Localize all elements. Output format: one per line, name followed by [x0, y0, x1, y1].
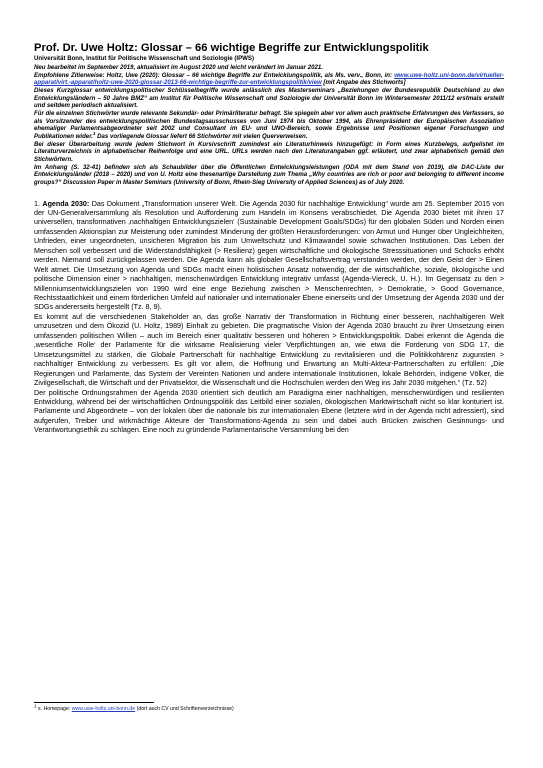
citation-note: [34, 72, 504, 87]
intro-paragraph-1: Dieses Kurzglossar entwicklungspolitischer Schlüsselbegriffe wurde anlässlich des Masterseminars „Beziehungen der Bundesrepublik Deutschland zu den Entwicklungsländern – 50 Jahre BMZ“ am Institut für Politische Wissenschaft und Soziologie der Universität Bonn im Wintersemester 2011/12 erstmals erstellt und seitdem periodisch aktualisiert.: [34, 86, 504, 110]
revision-note: Neu bearbeitet im September 2019, aktualisiert im August 2020 und leicht verändert im Januar 2021.: [34, 64, 323, 71]
entry-paragraph-2: Es kommt auf die verschiedenen Stakeholder an, das große Narrativ der Transformation in Richtung einer besseren, nachhaltigeren Welt umzusetzen und dem Ökozid (U. Holtz, 1989) Einhalt zu gebieten. Die pragmatische Vision der Agenda 2030 braucht zu ihrer Umsetzung einen umfassenden politischen Willen – auch im Bereich einer qualitativ besseren und höheren > Entwicklungspolitik. Dabei erkennt die Agenda die ‚wesentliche Rolle‘ der Parlamente für die wirksame Realisierung vieler Verpflichtungen an, wie etwa die Forderung von SDG 17, die Umsetzungsmittel zu stärken, die Globale Partnerschaft für nachhaltige Entwicklung zu revitalisieren und die Politikkohärenz zugunsten > nachhaltiger Entwicklung zu verbessern. Es gilt vor allem, die Hoffnung und Erwartung an Multi-Akteur-Partnerschaften zu erfüllen: „Die Regierungen und Parlamente, das System der Vereinten Nationen und andere internationale Institutionen, lokale Behörden, indigene Völker, die Zivilgesellschaft, die Wirtschaft und der Privatsektor, die Wissenschaft und die Hochschulen werden den Weg ins Jahr 2030 mitgehen.“ (Tz. 52): [34, 312, 504, 388]
intro-paragraph-2-text: Für die einzelnen Stichwörter wurde relevante Sekundär- oder Primärliteratur befragt. Sie spiegeln aber vor allem auch praktische Erfahrungen des Verfassers, so als Vorsitzender des entwicklungspolitischen Bundestagsausschusses von Juni 1974 bis Oktober 1994, als Ehrenpräsident der Europäischen Assoziation ehemaliger Parlamentsabgeordneter seit 2002 und Consultant im EU- und UNO-Bereich, sowie Ergebnisse und Positionen eigener Forschungen und Publikationen wider.: [34, 109, 504, 140]
intro-block: [34, 64, 504, 187]
citation-suffix: [mit Angabe des Stichworts]: [323, 79, 406, 87]
citation-link[interactable]: www.uwe-holtz.uni-bonn.de/virtueller-apparat/virt.-apparat/holtz-uwe-2020-glossar-2013-66-wichtige-begriffe-zur-entwicklungspolitik/view: [34, 71, 504, 87]
document-title: Prof. Dr. Uwe Holtz: Glossar – 66 wichtige Begriffe zur Entwicklungspolitik: [34, 42, 429, 54]
entry-paragraph-3: Der politische Ordnungsrahmen der Agenda 2030 orientiert sich deutlich am Paradigma einer nachhaltigen, menschenwürdigen und resilienten Entwicklung, während bei der wirtschaftlichen Ordnungspolitik das Leitbild einer sozialen, ökologischen Marktwirtschaft nicht so klar konturiert ist. Parlamente und Abgeordnete – von der lokalen über die nationale bis zur internationalen Ebene (letztere wird in der Agenda nicht adressiert), sind aufgerufen, Treiber und wirkmächtige Akteure der Transformations-Agenda zu sein und dabei auch Brücken zwischen Gesinnungs- und Verantwortungsethik zu schlagen. Eine noch zu gründende Parlamentarische Versammlung bei den: [34, 388, 504, 435]
intro-paragraph-2-tail: Das vorliegende Glossar liefert 66 Stichwörter mit vielen Querverweisen.: [95, 132, 308, 140]
intro-paragraph-3: Bei dieser Überarbeitung wurde jedem Stichwort in Kursivschrift zumindest ein Literaturhinweis hinzugefügt: in Form eines Kurzbelegs, aufgelistet im Literaturverzeichnis in alphabetischer Reihenfolge und eine URL. URLs werden nach den Literaturangaben ggf. erläutert, und zwar alphabetisch gemäß den Stichwörtern.: [34, 140, 504, 163]
footnote-suffix: (dort auch CV und Schriftenverzeichnisse): [136, 706, 234, 712]
intro-paragraph-2: [34, 110, 504, 141]
footnote-reference[interactable]: 1: [92, 130, 96, 136]
footnote-prefix: s. Homepage:: [37, 706, 71, 712]
glossary-entry: [34, 200, 504, 313]
footnote: [34, 703, 504, 713]
page-content: [34, 42, 504, 436]
institution-line: Universität Bonn, Institut für Politische Wissenschaft und Soziologie (IPWS): [34, 55, 255, 62]
footnote-divider: [34, 702, 154, 703]
footnote-link[interactable]: www.uwe-holtz.uni-bonn.de: [71, 706, 136, 712]
entry-term: Agenda 2030:: [42, 199, 90, 208]
citation-prefix: Empfohlene Zitierweise: Holtz, Uwe (2020): Glossar – 66 wichtige Begriffe zur Entwicklungspolitik, als Ms. verv., Bonn, in:: [34, 71, 393, 79]
footnote-mark: 1: [34, 703, 37, 709]
entry-paragraph-1: Das Dokument „Transformation unserer Welt. Die Agenda 2030 für nachhaltige Entwicklung“ wurde am 25. September 2015 von der UN-Generalversammlung als Resolution und Aufforderung zum Handeln im Konsens verabschiedet. Die Agenda 2030 bietet mit ihren 17 universellen, transformativen ‚nachhaltigen Entwicklungszielen‘ (Sustainable Development Goals/SDGs) für den globalen Süden und Norden einen umfassenden Aktionsplan zur Meisterung oder zumindest Minderung der größten Herausforderungen: von Armut und Hunger über Ungleichheiten, Unfrieden, einer ungeordneten, unsicheren Migration bis zum Umweltschutz und Klimawandel sowie schwachen Institutionen. Das Leben der Menschen soll verbessert und die Widerstandsfähigkeit (> Resilienz) gegen wirtschaftliche und ökologische Stresssituationen und Schocks erhöht werden. Niemand soll zurückgelassen werden. Die Agenda kann als globaler Gesellschaftsvertrag verstanden werden, der den Geist der > Einen Welt atmet. Die Umsetzung von Agenda und SDGs macht einen holistischen Ansatz notwendig, der die wirtschaftliche, soziale, ökologische und politische Dimension einer > nachhaltigen, menschenwürdigen Entwicklung integrativ umfasst (Agenda-Viereck, U. H.). Im Gegensatz zu den > Millenniumsentwicklungszielen von 1990 wird eine enge Beziehung zwischen > Menschenrechten, > Demokratie, > Good Governance, Rechtsstaatlichkeit und einem förderlichen Umfeld auf nationaler und internationaler Ebene einerseits und der Umsetzung der Agenda 2030 und der SDGs andererseits hergestellt (Tz. 8, 9).: [34, 199, 505, 312]
intro-paragraph-4: Im Anhang (S. 32-41) befinden sich als Schaubilder über die Öffentlichen Entwicklungsleistungen (ODA mit dem Stand von 2019), die DAC-Liste der Entwicklungsländer (2018 – 2020) und von U. Holtz eine thesenartige Darstellung zum Thema „Why countries are rich or poor and belonging to different income groups?“ Discussion Paper in Master Seminars (University of Bonn, Rhein-Sieg University of Applied Sciences) as of July 2020.: [34, 163, 504, 186]
entry-number: 1.: [34, 199, 40, 208]
glossary-body: [34, 200, 504, 436]
